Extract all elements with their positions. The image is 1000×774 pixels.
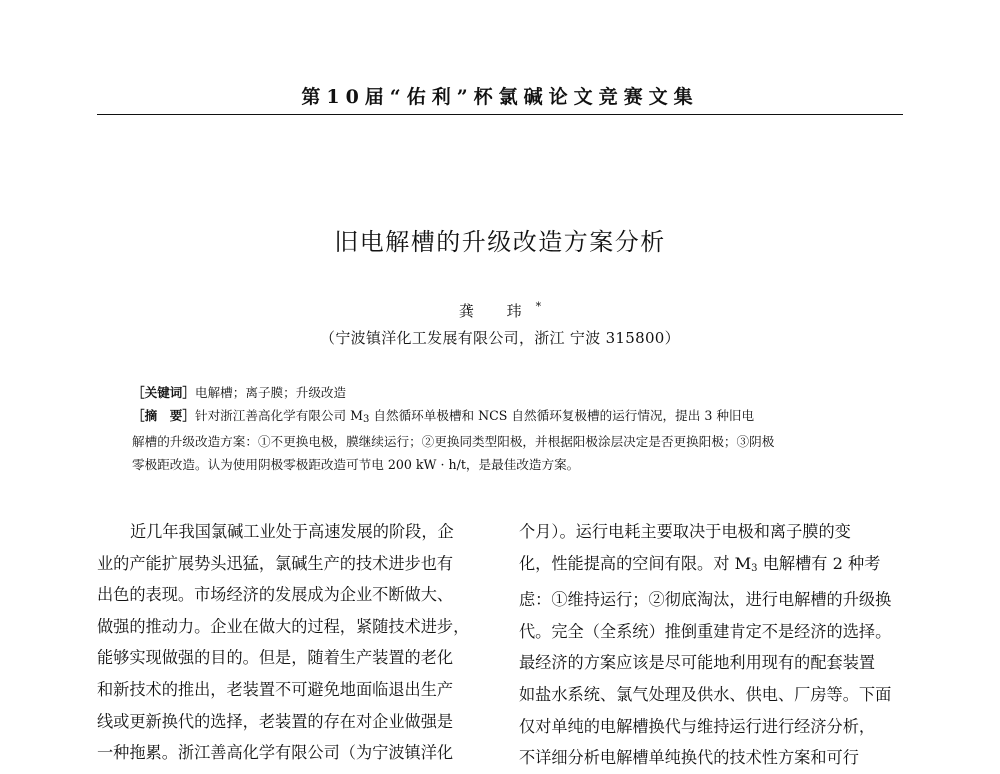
body-subscript: 3 <box>751 562 758 574</box>
body-line: 业的产能扩展势头迅猛，氯碱生产的技术进步也有 <box>97 553 454 573</box>
paper-title: 旧电解槽的升级改造方案分析 <box>334 228 666 256</box>
header-rule <box>97 114 903 115</box>
keywords-line <box>132 382 872 405</box>
body-line <box>519 548 903 585</box>
body-line: 个月）。运行电耗主要取决于电极和离子膜的变 <box>519 522 851 541</box>
body-text: 电解槽有 2 种考 <box>757 553 881 573</box>
body-line: 做强的推动力。企业在做大的过程，紧随技术进步， <box>97 616 470 636</box>
body-line: 最经济的方案应该是尽可能地利用现有的配套装置 <box>519 653 876 673</box>
abstract-subscript: 3 <box>363 413 370 425</box>
body-line: 线或更新换代的选择，老装置的存在对企业做强是 <box>97 711 454 731</box>
abstract-line <box>132 405 872 432</box>
author-footnote-mark: * <box>535 300 542 313</box>
abstract-line: 解槽的升级改造方案：①不更换电极，膜继续运行；②更换同类型阳极，并根据阳极涂层决定是否更换阳极；③阴极 <box>132 434 775 449</box>
body-column-left <box>97 516 481 769</box>
author-name: 龚 玮 <box>458 302 536 320</box>
keywords-label: ［关键词］ <box>132 385 195 400</box>
author-line <box>0 300 1000 321</box>
abstract-text: 针对浙江善高化学有限公司 M <box>194 407 363 423</box>
body-line: 虑：①维持运行；②彻底淘汰，进行电解槽的升级换 <box>519 590 892 610</box>
author-affiliation: （宁波镇洋化工发展有限公司，浙江 宁波 315800） <box>320 329 680 347</box>
body-line: 如盐水系统、氯气处理及供水、供电、厂房等。下面 <box>519 684 892 704</box>
body-line: 一种拖累。浙江善高化学有限公司（为宁波镇洋化 <box>97 743 454 763</box>
body-column-right <box>519 516 903 774</box>
running-header: 第10届“佑利”杯氯碱论文竞赛文集 <box>301 86 699 108</box>
keywords-text: 电解槽；离子膜；升级改造 <box>194 385 347 400</box>
body-line: 不详细分析电解槽单纯换代的技术性方案和可行 <box>519 748 859 768</box>
body-line: 代。完全（全系统）推倒重建肯定不是经济的选择。 <box>519 621 892 641</box>
abstract-text: 自然循环单极槽和 NCS 自然循环复极槽的运行情况，提出 3 种旧电 <box>369 407 755 423</box>
body-line: 出色的表现。市场经济的发展成为企业不断做大、 <box>97 585 454 605</box>
abstract-block <box>132 382 872 476</box>
body-line: 近几年我国氯碱工业处于高速发展的阶段，企 <box>130 522 454 541</box>
body-line: 和新技术的推出，老装置不可避免地面临退出生产 <box>97 679 454 699</box>
body-text: 化，性能提高的空间有限。对 M <box>519 553 752 573</box>
abstract-label: ［摘 要］ <box>132 407 195 423</box>
body-line: 仅对单纯的电解槽换代与维持运行进行经济分析， <box>519 716 876 736</box>
body-line: 能够实现做强的目的。但是，随着生产装置的老化 <box>97 648 454 668</box>
abstract-line: 零极距改造。认为使用阴极零极距改造可节电 200 kW · h/t，是最佳改造方案。 <box>132 456 580 472</box>
